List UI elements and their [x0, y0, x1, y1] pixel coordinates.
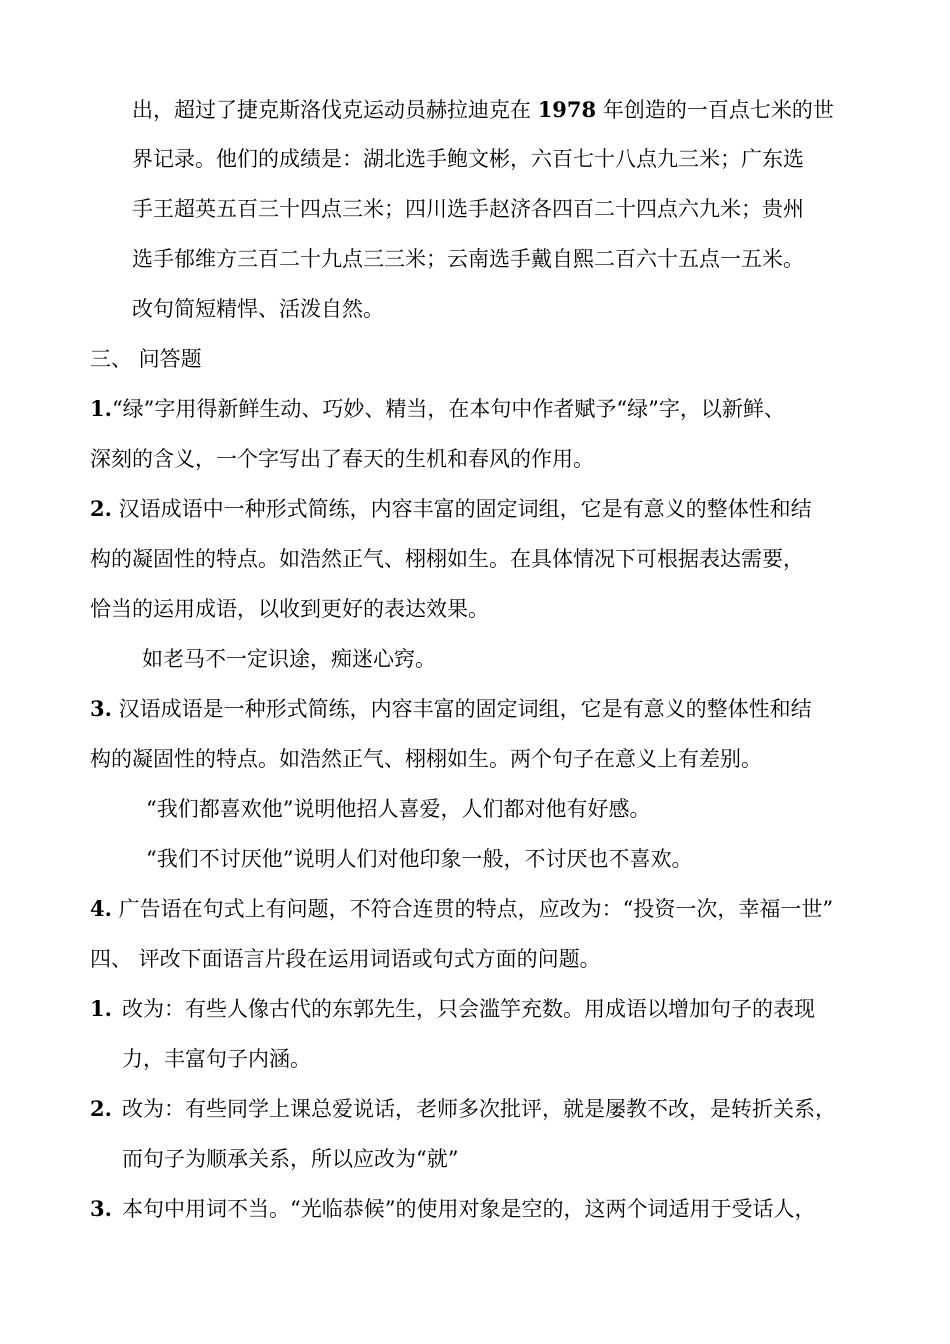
item-number: 4. [90, 896, 112, 921]
text-line: 深刻的含义，一个字写出了春天的生机和春风的作用。 [90, 447, 594, 471]
section-heading: 三、 问答题 [90, 347, 202, 371]
text-line: 构的凝固性的特点。如浩然正气、栩栩如生。两个句子在意义上有差别。 [90, 747, 762, 771]
answer-item [90, 494, 812, 524]
answer-item [90, 994, 815, 1024]
answer-item [90, 694, 812, 724]
item-number: 2. [90, 1096, 112, 1121]
text-line: 界记录。他们的成绩是：湖北选手鲍文彬，六百七十八点九三米；广东选 [132, 147, 804, 171]
section-heading: 四、 评改下面语言片段在运用词语或句式方面的问题。 [90, 947, 601, 971]
text-line: “我们都喜欢他”说明他招人喜爱，人们都对他有好感。 [146, 797, 651, 821]
text-line [132, 95, 834, 125]
item-text: 汉语成语中一种形式简练，内容丰富的固定词组，它是有意义的整体性和结 [111, 497, 812, 521]
text-line: 而句子为顺承关系，所以应改为“就” [122, 1147, 459, 1171]
item-number: 3. [90, 696, 112, 721]
text-line: 选手郁维方三百二十九点三三米；云南选手戴自熙二百六十五点一五米。 [132, 247, 804, 271]
item-number: 2. [90, 496, 112, 521]
item-text: 改为：有些人像古代的东郭先生，只会滥竽充数。用成语以增加句子的表现 [122, 997, 815, 1021]
item-number: 1. [90, 396, 112, 421]
answer-item [90, 1194, 815, 1224]
text-segment: 年创造的一百点七米的世 [596, 98, 834, 122]
item-text: 改为：有些同学上课总爱说话，老师多次批评，就是屡教不改，是转折关系， [122, 1097, 836, 1121]
item-text: 汉语成语是一种形式简练，内容丰富的固定词组，它是有意义的整体性和结 [111, 697, 812, 721]
item-number: 1. [90, 996, 112, 1021]
answer-item [90, 894, 833, 924]
item-text: 广告语在句式上有问题，不符合连贯的特点，应改为：“投资一次，幸福一世” [111, 897, 834, 921]
text-line: “我们不讨厌他”说明人们对他印象一般，不讨厌也不喜欢。 [146, 847, 693, 871]
text-line: 构的凝固性的特点。如浩然正气、栩栩如生。在具体情况下可根据表达需要， [90, 547, 804, 571]
text-line: 力，丰富句子内涵。 [122, 1047, 311, 1071]
text-line: 手王超英五百三十四点三米；四川选手赵济各四百二十四点六九米；贵州 [132, 197, 804, 221]
text-segment: 出，超过了捷克斯洛伐克运动员赫拉迪克在 [132, 98, 538, 122]
item-number: 3. [90, 1196, 112, 1221]
text-line: 恰当的运用成语，以收到更好的表达效果。 [90, 597, 489, 621]
text-line: 如老马不一定识途，痴迷心窍。 [142, 647, 436, 671]
answer-item [90, 394, 785, 424]
text-line: 改句简短精悍、活泼自然。 [132, 297, 384, 321]
item-text: 本句中用词不当。“光临恭候”的使用对象是空的，这两个词适用于受话人， [122, 1197, 816, 1221]
item-text: “绿”字用得新鲜生动、巧妙、精当，在本句中作者赋予“绿”字，以新鲜、 [111, 397, 785, 421]
answer-item [90, 1094, 836, 1124]
bold-year: 1978 [537, 97, 597, 122]
